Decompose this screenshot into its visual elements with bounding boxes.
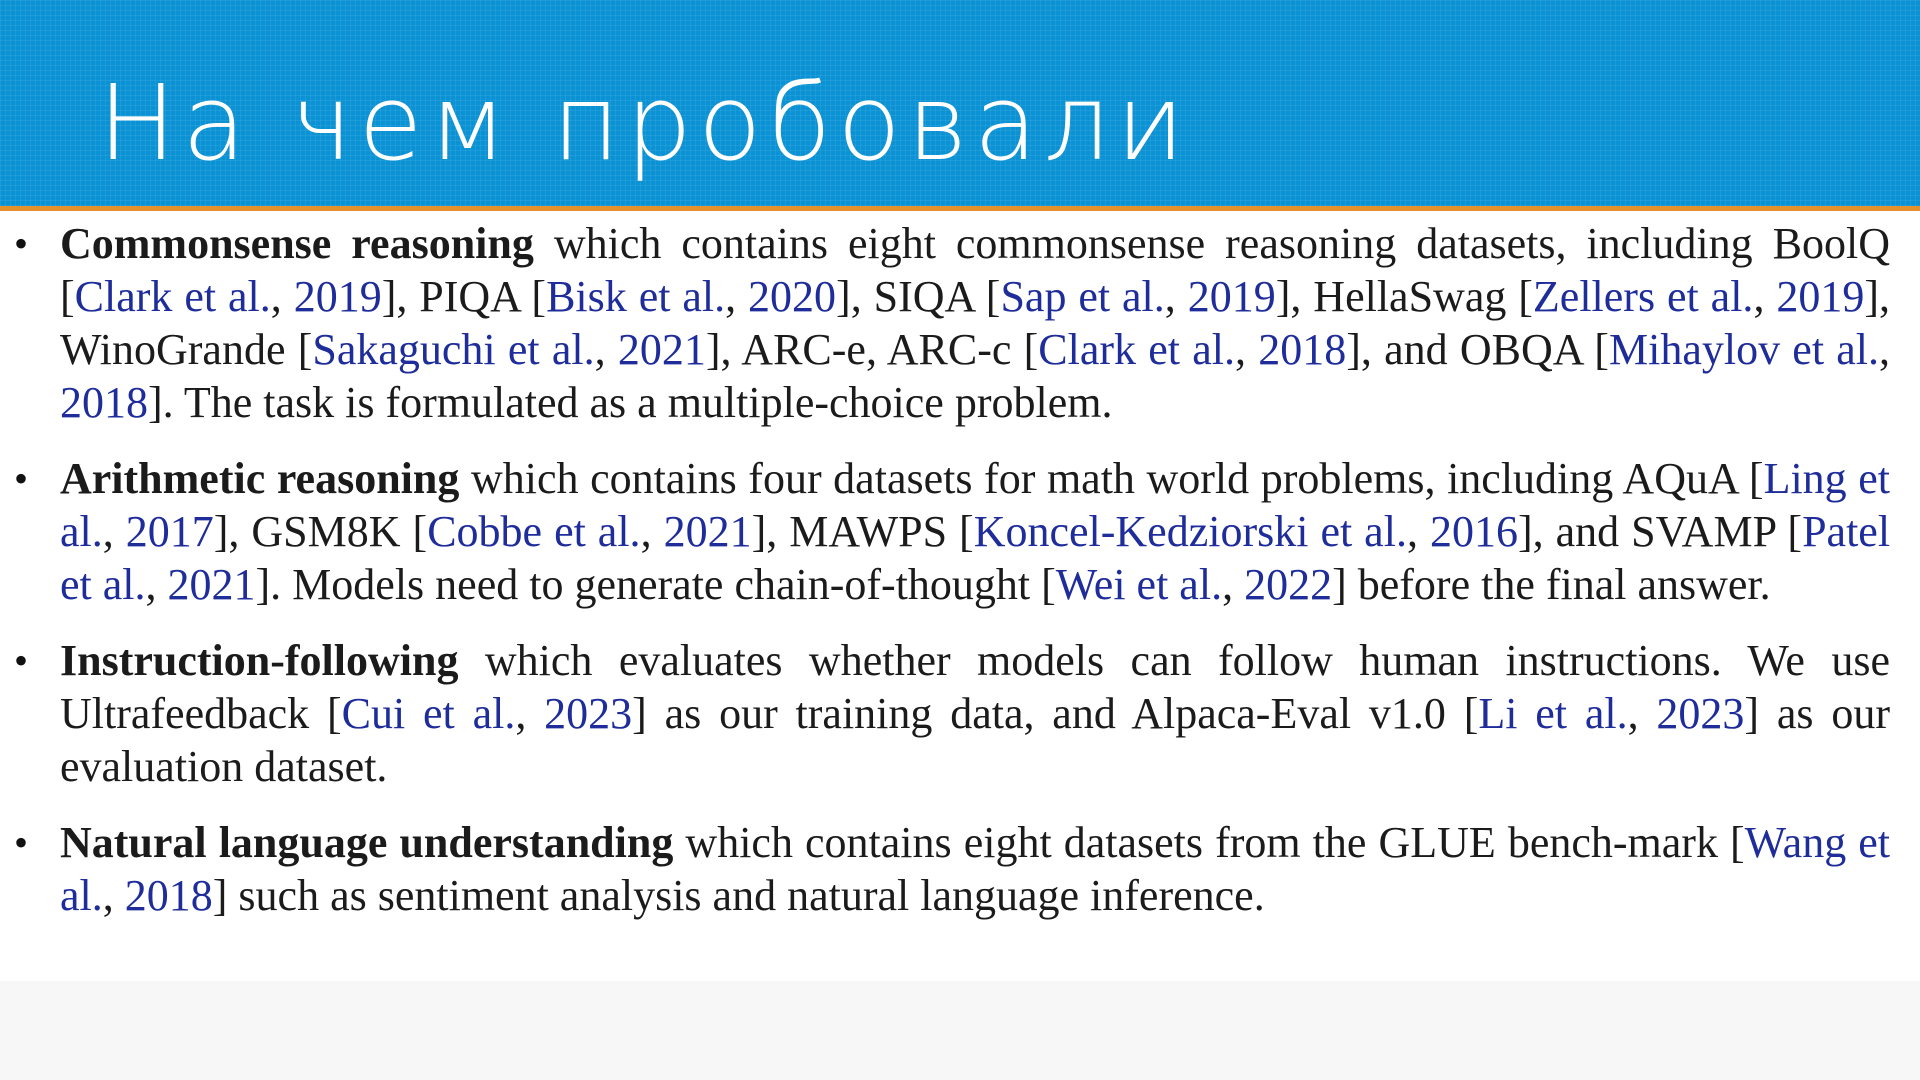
citation-link[interactable]: Cobbe et al. bbox=[427, 507, 641, 556]
item-text: which contains four datasets for math world problems, including AQuA [ bbox=[459, 454, 1764, 503]
citation-link[interactable]: Mihaylov et al. bbox=[1608, 325, 1880, 374]
citation-link[interactable]: 2018 bbox=[1258, 325, 1347, 374]
item-text: , bbox=[1222, 560, 1245, 609]
item-text: ], and OBQA [ bbox=[1346, 325, 1609, 374]
item-text: ], WinoGrande [ bbox=[60, 272, 1891, 374]
item-text: , bbox=[102, 871, 125, 920]
item-text: ], GSM8K [ bbox=[213, 507, 428, 556]
item-text: , bbox=[725, 272, 749, 321]
item-text: , bbox=[102, 507, 126, 556]
item-text: ] as our evaluation dataset. bbox=[60, 689, 1890, 791]
citation-link[interactable]: Cui et al. bbox=[341, 689, 516, 738]
task-term: Instruction-following bbox=[60, 636, 459, 685]
item-text: ] as our training data, and Alpaca-Eval v1.0 [ bbox=[632, 689, 1479, 738]
item-text: ], MAWPS [ bbox=[751, 507, 974, 556]
slide-title: На чем пробовали bbox=[98, 62, 1191, 184]
item-text: ], HellaSwag [ bbox=[1275, 272, 1533, 321]
item-text: ], ARC-e, ARC-c [ bbox=[705, 325, 1039, 374]
item-text: ]. Models need to generate chain-of-thought [ bbox=[255, 560, 1056, 609]
slide-footer-area bbox=[0, 981, 1920, 1080]
task-term: Arithmetic reasoning bbox=[60, 454, 460, 503]
citation-link[interactable]: Koncel-Kedziorski et al. bbox=[973, 507, 1407, 556]
item-text: , bbox=[594, 325, 618, 374]
citation-link[interactable]: 2021 bbox=[617, 325, 706, 374]
citation-link[interactable]: Sakaguchi et al. bbox=[312, 325, 595, 374]
item-text: which evaluates whether models can follow human instructions. We use Ultrafeedback [ bbox=[60, 636, 1890, 738]
item-text: , bbox=[640, 507, 664, 556]
citation-link[interactable]: Zellers et al. bbox=[1532, 272, 1754, 321]
task-term: Commonsense reasoning bbox=[60, 219, 534, 268]
citation-link[interactable]: 2023 bbox=[544, 689, 633, 738]
citation-link[interactable]: 2021 bbox=[167, 560, 256, 609]
item-text: , bbox=[1164, 272, 1188, 321]
item-text: , bbox=[1627, 689, 1657, 738]
item-text: ]. The task is formulated as a multiple-choice problem. bbox=[148, 378, 1113, 427]
item-text: ], and SVAMP [ bbox=[1517, 507, 1803, 556]
item-text: which contains eight datasets from the GLUE bench-mark [ bbox=[673, 818, 1745, 867]
citation-link[interactable]: Sap et al. bbox=[1000, 272, 1165, 321]
bullet-nlu bbox=[14, 816, 1890, 922]
citation-link[interactable]: Clark et al. bbox=[1038, 325, 1235, 374]
item-text: , bbox=[1406, 507, 1430, 556]
bullet-instruction-following bbox=[14, 634, 1890, 793]
citation-link[interactable]: Clark et al. bbox=[74, 272, 271, 321]
item-text: , bbox=[515, 689, 545, 738]
citation-link[interactable]: 2018 bbox=[60, 378, 148, 427]
citation-link[interactable]: 2022 bbox=[1244, 560, 1333, 609]
citation-link[interactable]: 2023 bbox=[1656, 689, 1745, 738]
item-text: which contains eight commonsense reasoning datasets, including BoolQ [ bbox=[60, 219, 1890, 321]
item-text: ] before the final answer. bbox=[1332, 560, 1771, 609]
item-text: , bbox=[1234, 325, 1259, 374]
citation-link[interactable]: Wang et al. bbox=[60, 818, 1891, 920]
item-text: , bbox=[1879, 325, 1891, 374]
citation-link[interactable]: Bisk et al. bbox=[546, 272, 726, 321]
item-text: ], PIQA [ bbox=[381, 272, 547, 321]
bullet-icon: • bbox=[14, 638, 29, 683]
slide-content bbox=[0, 211, 1920, 981]
title-bar bbox=[0, 0, 1920, 206]
item-text: ] such as sentiment analysis and natural language inference. bbox=[212, 871, 1265, 920]
bullet-icon: • bbox=[14, 221, 29, 266]
task-term: Natural language understanding bbox=[60, 818, 674, 867]
item-text: , bbox=[1753, 272, 1777, 321]
bullet-icon: • bbox=[14, 820, 29, 865]
item-text: , bbox=[145, 560, 168, 609]
dataset-list bbox=[14, 217, 1890, 922]
bullet-icon: • bbox=[14, 456, 29, 501]
citation-link[interactable]: 2017 bbox=[125, 507, 214, 556]
bullet-arithmetic bbox=[14, 452, 1890, 611]
citation-link[interactable]: Wei et al. bbox=[1055, 560, 1223, 609]
citation-link[interactable]: 2019 bbox=[293, 272, 382, 321]
item-text: ], SIQA [ bbox=[836, 272, 1001, 321]
citation-link[interactable]: Li et al. bbox=[1478, 689, 1628, 738]
bullet-commonsense bbox=[14, 217, 1890, 429]
citation-link[interactable]: 2016 bbox=[1429, 507, 1518, 556]
citation-link[interactable]: 2020 bbox=[748, 272, 837, 321]
citation-link[interactable]: 2021 bbox=[663, 507, 752, 556]
citation-link[interactable]: 2018 bbox=[124, 871, 213, 920]
citation-link[interactable]: 2019 bbox=[1776, 272, 1865, 321]
citation-link[interactable]: Ling et al. bbox=[60, 454, 1891, 556]
citation-link[interactable]: Patel et al. bbox=[60, 507, 1891, 609]
item-text: , bbox=[270, 272, 294, 321]
citation-link[interactable]: 2019 bbox=[1187, 272, 1276, 321]
